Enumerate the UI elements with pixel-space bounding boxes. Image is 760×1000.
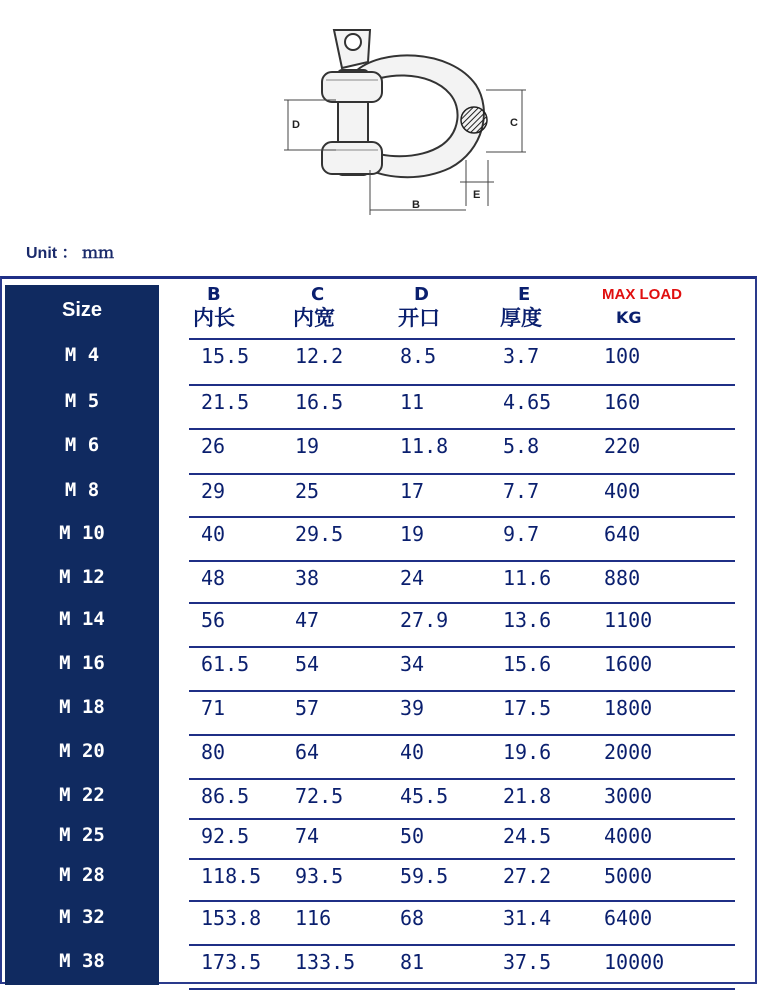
- header-e-letter: E: [518, 284, 531, 305]
- cell-d: 50: [400, 824, 425, 848]
- row-divider: [189, 988, 735, 990]
- cell-d: 11.8: [400, 434, 449, 458]
- cell-d: 11: [400, 390, 425, 414]
- header-e-cn: 厚度: [500, 306, 542, 330]
- cell-e: 9.7: [503, 522, 540, 546]
- cell-c: 29.5: [295, 522, 344, 546]
- cell-load: 880: [604, 566, 641, 590]
- cell-b: 56: [201, 608, 226, 632]
- cell-e: 7.7: [503, 479, 540, 503]
- cell-load: 1100: [604, 608, 653, 632]
- cell-c: 19: [295, 434, 320, 458]
- cell-load: 6400: [604, 906, 653, 930]
- cell-c: 133.5: [295, 950, 356, 974]
- dim-label-c: C: [510, 117, 518, 129]
- cell-c: 12.2: [295, 344, 344, 368]
- cell-b: 118.5: [201, 864, 262, 888]
- cell-d: 39: [400, 696, 425, 720]
- dim-label-b: B: [412, 199, 420, 211]
- row-divider: [189, 602, 735, 604]
- cell-b: 61.5: [201, 652, 250, 676]
- cell-b: 48: [201, 566, 226, 590]
- cell-d: 45.5: [400, 784, 449, 808]
- size-cell: M 10: [59, 522, 105, 544]
- dim-label-d: D: [292, 119, 300, 131]
- cell-e: 5.8: [503, 434, 540, 458]
- cell-e: 15.6: [503, 652, 552, 676]
- size-cell: M 32: [59, 906, 105, 928]
- header-e: [500, 285, 542, 331]
- cell-c: 116: [295, 906, 332, 930]
- cell-b: 71: [201, 696, 226, 720]
- cell-b: 21.5: [201, 390, 250, 414]
- size-cell: M 6: [64, 434, 100, 456]
- cell-b: 173.5: [201, 950, 262, 974]
- header-c-cn: 内宽: [293, 306, 335, 330]
- size-cell: M 28: [59, 864, 105, 886]
- cell-e: 11.6: [503, 566, 552, 590]
- cell-load: 2000: [604, 740, 653, 764]
- row-divider: [189, 858, 735, 860]
- header-d-cn: 开口: [398, 306, 440, 330]
- row-divider: [189, 734, 735, 736]
- cell-load: 3000: [604, 784, 653, 808]
- row-divider: [189, 646, 735, 648]
- cell-c: 47: [295, 608, 320, 632]
- header-load-unit: KG: [616, 308, 642, 327]
- size-cell: M 8: [64, 479, 100, 501]
- size-cell: M 5: [64, 390, 100, 412]
- row-divider: [189, 428, 735, 430]
- shackle-diagram: [270, 10, 530, 220]
- cell-load: 160: [604, 390, 641, 414]
- cell-c: 25: [295, 479, 320, 503]
- size-cell: M 16: [59, 652, 105, 674]
- cell-c: 54: [295, 652, 320, 676]
- row-divider: [189, 560, 735, 562]
- dim-label-e: E: [473, 189, 481, 201]
- row-divider: [189, 516, 735, 518]
- cell-d: 59.5: [400, 864, 449, 888]
- pin-eye-hole: [345, 34, 361, 50]
- cell-b: 26: [201, 434, 226, 458]
- cell-b: 153.8: [201, 906, 262, 930]
- cell-e: 4.65: [503, 390, 552, 414]
- header-d: [398, 285, 440, 331]
- cell-load: 10000: [604, 950, 665, 974]
- cell-c: 38: [295, 566, 320, 590]
- row-divider: [189, 778, 735, 780]
- cell-c: 57: [295, 696, 320, 720]
- size-cell: M 20: [59, 740, 105, 762]
- size-cell: M 14: [59, 608, 105, 630]
- header-load-title: MAX LOAD: [602, 286, 682, 303]
- cell-c: 93.5: [295, 864, 344, 888]
- cell-b: 29: [201, 479, 226, 503]
- cell-load: 400: [604, 479, 641, 503]
- cell-load: 1800: [604, 696, 653, 720]
- cell-e: 27.2: [503, 864, 552, 888]
- cell-c: 72.5: [295, 784, 344, 808]
- cell-load: 220: [604, 434, 641, 458]
- cell-e: 3.7: [503, 344, 540, 368]
- size-cell: M 4: [64, 344, 100, 366]
- cell-load: 100: [604, 344, 641, 368]
- cell-d: 27.9: [400, 608, 449, 632]
- size-cell: M 22: [59, 784, 105, 806]
- size-cell: M 12: [59, 566, 105, 588]
- pin-bottom-nut: [322, 142, 382, 174]
- cell-e: 37.5: [503, 950, 552, 974]
- pin-top-collar: [322, 72, 382, 102]
- cell-load: 640: [604, 522, 641, 546]
- row-divider: [189, 384, 735, 386]
- cell-b: 92.5: [201, 824, 250, 848]
- cell-c: 64: [295, 740, 320, 764]
- size-cell: M 18: [59, 696, 105, 718]
- row-divider: [189, 690, 735, 692]
- header-b-letter: B: [207, 284, 221, 305]
- cell-e: 13.6: [503, 608, 552, 632]
- cell-d: 24: [400, 566, 425, 590]
- cell-e: 19.6: [503, 740, 552, 764]
- row-divider: [189, 473, 735, 475]
- cell-load: 1600: [604, 652, 653, 676]
- header-b: [193, 285, 235, 331]
- cell-d: 34: [400, 652, 425, 676]
- cell-e: 24.5: [503, 824, 552, 848]
- cell-d: 81: [400, 950, 425, 974]
- cell-e: 31.4: [503, 906, 552, 930]
- header-c: [293, 285, 335, 331]
- header-load: [602, 285, 682, 331]
- header-d-letter: D: [414, 284, 429, 305]
- section-hatch: [461, 107, 487, 133]
- cell-load: 4000: [604, 824, 653, 848]
- cell-d: 8.5: [400, 344, 437, 368]
- cell-b: 40: [201, 522, 226, 546]
- unit-label: Unit ： ｍｍ: [26, 245, 114, 262]
- row-divider: [189, 818, 735, 820]
- cell-e: 21.8: [503, 784, 552, 808]
- cell-load: 5000: [604, 864, 653, 888]
- row-divider: [189, 900, 735, 902]
- cell-e: 17.5: [503, 696, 552, 720]
- cell-d: 68: [400, 906, 425, 930]
- cell-c: 74: [295, 824, 320, 848]
- size-cell: M 38: [59, 950, 105, 972]
- size-cell: M 25: [59, 824, 105, 846]
- cell-d: 19: [400, 522, 425, 546]
- header-c-letter: C: [311, 284, 325, 305]
- cell-b: 80: [201, 740, 226, 764]
- cell-d: 17: [400, 479, 425, 503]
- header-divider: [189, 338, 735, 340]
- header-b-cn: 内长: [193, 306, 235, 330]
- row-divider: [189, 944, 735, 946]
- cell-b: 15.5: [201, 344, 250, 368]
- header-size: Size: [61, 298, 103, 321]
- cell-c: 16.5: [295, 390, 344, 414]
- cell-b: 86.5: [201, 784, 250, 808]
- cell-d: 40: [400, 740, 425, 764]
